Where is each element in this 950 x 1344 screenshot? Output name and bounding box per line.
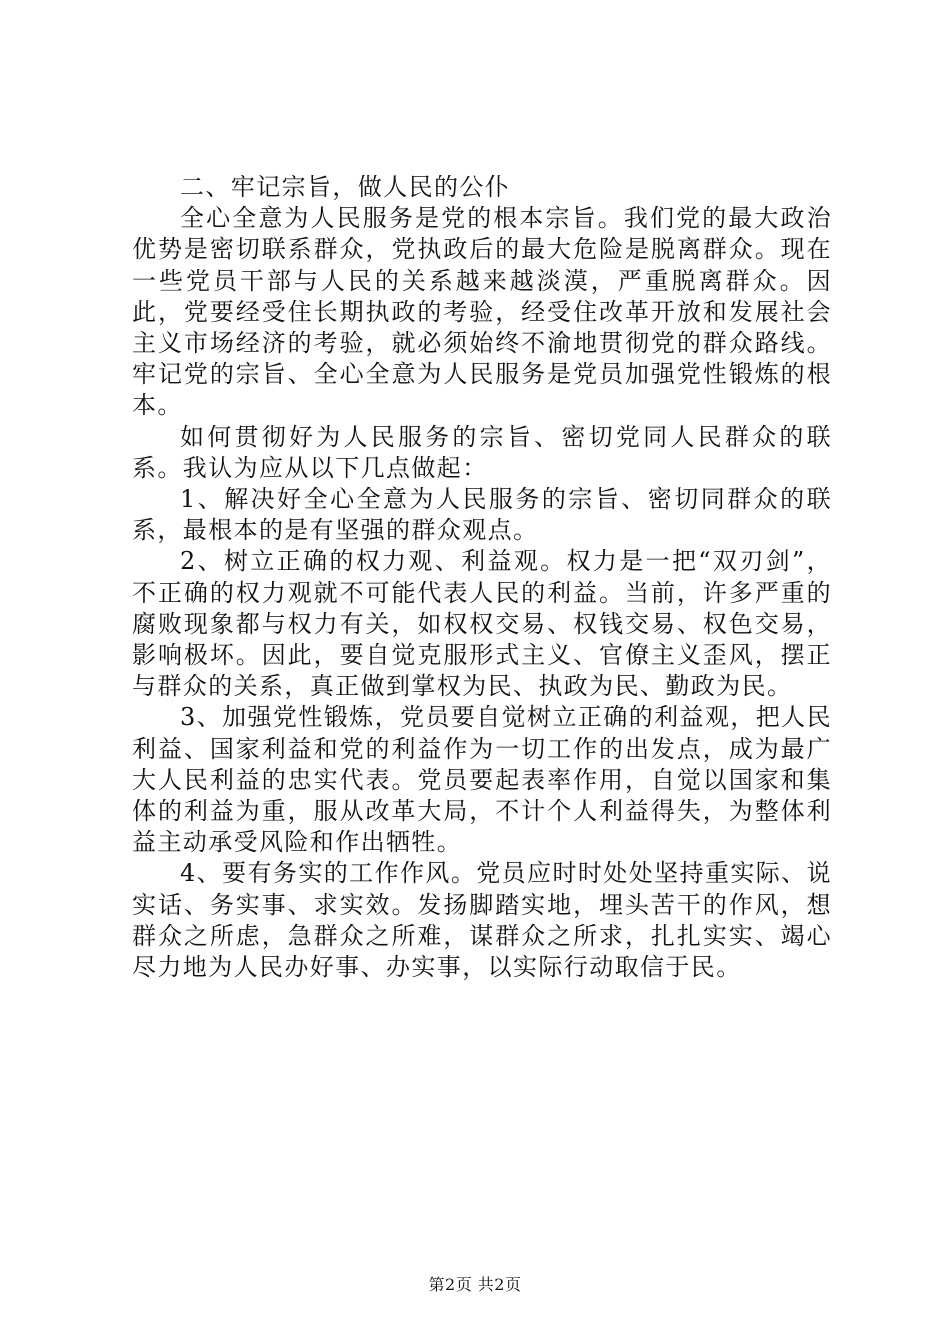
paragraph-point-4: 4、要有务实的工作作风。党员应时时处处坚持重实际、说实话、务实事、求实效。发扬脚踏实地，埋头苦干的作风，想群众之所虑，急群众之所难，谋群众之所求，扎扎实实、竭心尽力地为人民办好事、办实事，以实际行动取信于民。 bbox=[132, 859, 832, 982]
paragraph-how-to: 如何贯彻好为人民服务的宗旨、密切党同人民群众的联系。我认为应从以下几点做起： bbox=[132, 422, 832, 482]
page-footer: 第2页 共2页 bbox=[428, 1275, 522, 1294]
document-body bbox=[132, 172, 832, 983]
paragraph-point-3: 3、加强党性锻炼，党员要自觉树立正确的利益观，把人民利益、国家利益和党的利益作为一切工作的出发点，成为最广大人民利益的忠实代表。党员要起表率作用，自觉以国家和集体的利益为重，服从改革大局，不计个人利益得失，为整体利益主动承受风险和作出牺牲。 bbox=[132, 703, 832, 857]
paragraph-point-1: 1、解决好全心全意为人民服务的宗旨、密切同群众的联系，最根本的是有坚强的群众观点。 bbox=[132, 485, 832, 545]
section-heading: 二、牢记宗旨，做人民的公仆 bbox=[180, 173, 511, 201]
paragraph-point-2: 2、树立正确的权力观、利益观。权力是一把“双刃剑”，不正确的权力观就不可能代表人民的利益。当前，许多严重的腐败现象都与权力有关，如权权交易、权钱交易、权色交易，影响极坏。因此，要自觉克服形式主义、官僚主义歪风，摆正与群众的关系，真正做到掌权为民、执政为民、勤政为民。 bbox=[132, 547, 832, 701]
paragraph-purpose: 全心全意为人民服务是党的根本宗旨。我们党的最大政治优势是密切联系群众，党执政后的最大危险是脱离群众。现在一些党员干部与人民的关系越来越淡漠，严重脱离群众。因此，党要经受住长期执政的考验，经受住改革开放和发展社会主义市场经济的考验，就必须始终不渝地贯彻党的群众路线。牢记党的宗旨、全心全意为人民服务是党员加强党性锻炼的根本。 bbox=[132, 204, 832, 420]
